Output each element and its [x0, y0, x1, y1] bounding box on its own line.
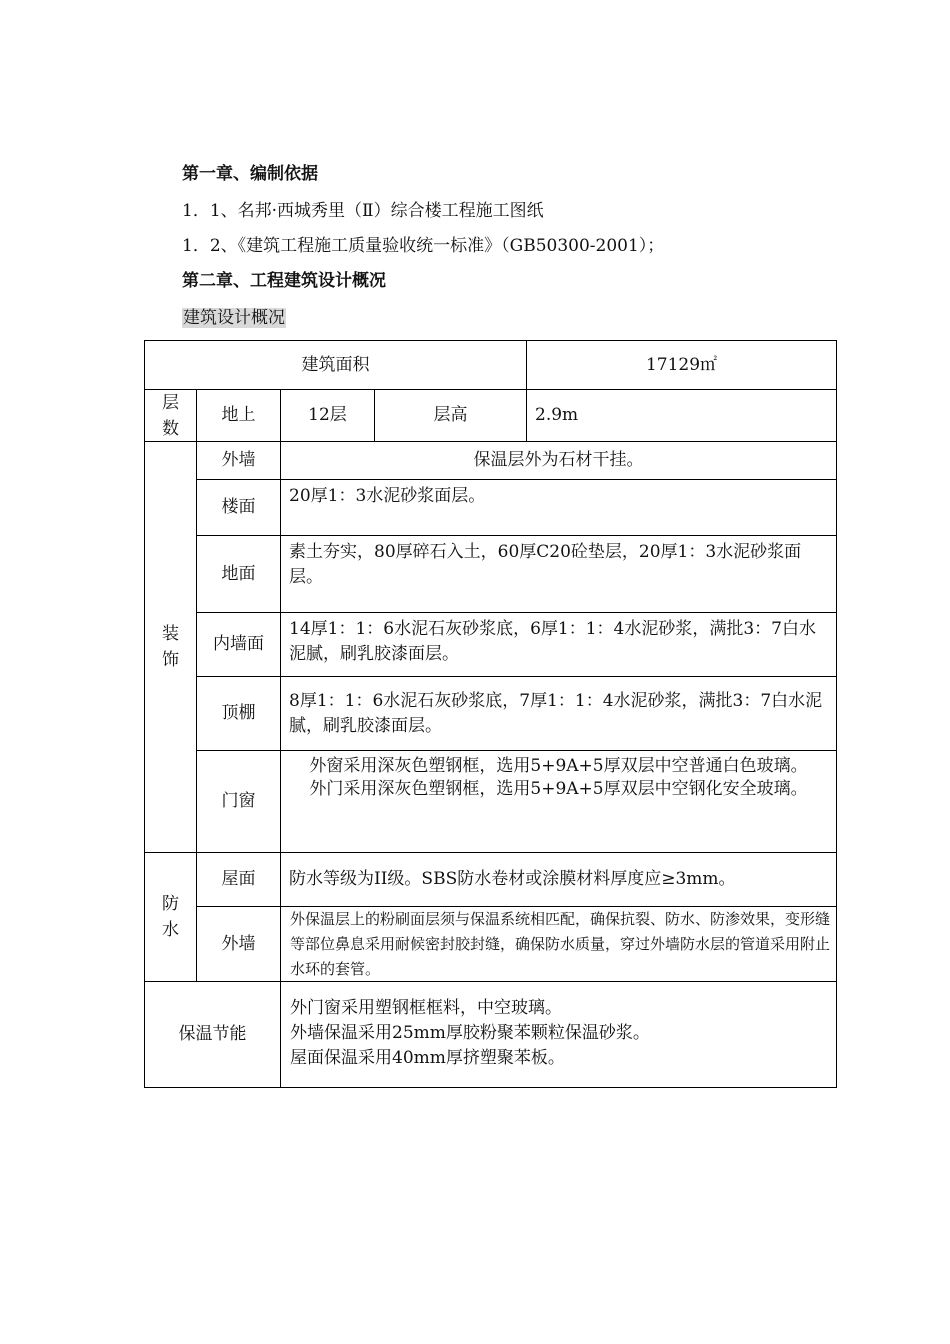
- area-label: 建筑面积: [301, 354, 370, 375]
- ceiling-label: 顶棚: [221, 703, 256, 723]
- interior-wall-label: 内墙面: [213, 634, 264, 654]
- doors-windows-line-1: 外窗采用深灰色塑钢框，选用5+9A+5厚双层中空普通白色玻璃。: [309, 756, 808, 776]
- interior-wall-value: 14厚1：1：6水泥石灰砂浆底，6厚1：1：4水泥砂浆，满批3：7白水泥腻，刷乳胶漆面层。: [289, 619, 816, 664]
- reference-item-1: 1．1、名邦·西城秀里（Ⅱ）综合楼工程施工图纸: [182, 201, 544, 221]
- above-ground-value: 12层: [308, 405, 347, 425]
- exterior-wall-label: 外墙: [221, 450, 256, 470]
- floor-surface-value: 20厚1：3水泥砂浆面层。: [289, 486, 486, 506]
- ground-value: 素土夯实，80厚碎石入土，60厚C20砼垫层，20厚1：3水泥砂浆面层。: [289, 542, 802, 587]
- waterproof-label-cell: [145, 853, 196, 981]
- wp-exterior-wall-label: 外墙: [221, 933, 256, 954]
- floor-surface-label: 楼面: [221, 497, 256, 517]
- table-caption-text: 建筑设计概况: [183, 308, 285, 328]
- insulation-line-2: 外墙保温采用25mm厚胶粉聚苯颗粒保温砂浆。: [290, 1023, 650, 1043]
- floors-label: 层数: [162, 392, 179, 439]
- insulation-label: 保温节能: [178, 1024, 247, 1044]
- ceiling-value: 8厚1：1：6水泥石灰砂浆底，7厚1：1：4水泥砂浆，满批3：7白水泥腻，刷乳胶漆面层。: [289, 691, 823, 736]
- reference-item-2: 1．2、《建筑工程施工质量验收统一标准》（GB50300-2001）；: [182, 236, 665, 256]
- doors-windows-value: [281, 751, 836, 852]
- doors-windows-label: 门窗: [221, 791, 256, 811]
- insulation-line-1: 外门窗采用塑钢框框料，中空玻璃。: [290, 998, 562, 1018]
- roof-label: 屋面: [221, 869, 256, 889]
- wp-exterior-wall-value: 外保温层上的粉刷面层须与保温系统相匹配，确保抗裂、防水、防渗效果，变形缝等部位鼻息采用耐候密封胶封缝，确保防水质量，穿过外墙防水层的管道采用附止水环的套管。: [290, 910, 831, 978]
- floor-height-value: 2.9m: [535, 405, 579, 425]
- ground-label: 地面: [221, 563, 256, 584]
- area-value: 17129㎡: [645, 354, 718, 375]
- doors-windows-line-2: 外门采用深灰色塑钢框，选用5+9A+5厚双层中空钢化安全玻璃。: [309, 779, 808, 799]
- decoration-label: 装饰: [162, 624, 179, 670]
- floors-label-cell: [145, 390, 196, 441]
- roof-value: 防水等级为II级。SBS防水卷材或涂膜材料厚度应≥3mm。: [289, 869, 736, 889]
- insulation-value: [281, 982, 836, 1087]
- above-ground-label: 地上: [221, 405, 256, 425]
- chapter-2-heading: 第二章、工程建筑设计概况: [182, 271, 386, 291]
- floor-height-label: 层高: [433, 405, 468, 425]
- exterior-wall-value: 保温层外为石材干挂。: [473, 450, 644, 470]
- waterproof-label: 防水: [162, 894, 179, 940]
- insulation-line-3: 屋面保温采用40mm厚挤塑聚苯板。: [290, 1048, 565, 1068]
- decoration-label-cell: [145, 442, 196, 852]
- chapter-1-heading: 第一章、编制依据: [182, 164, 318, 184]
